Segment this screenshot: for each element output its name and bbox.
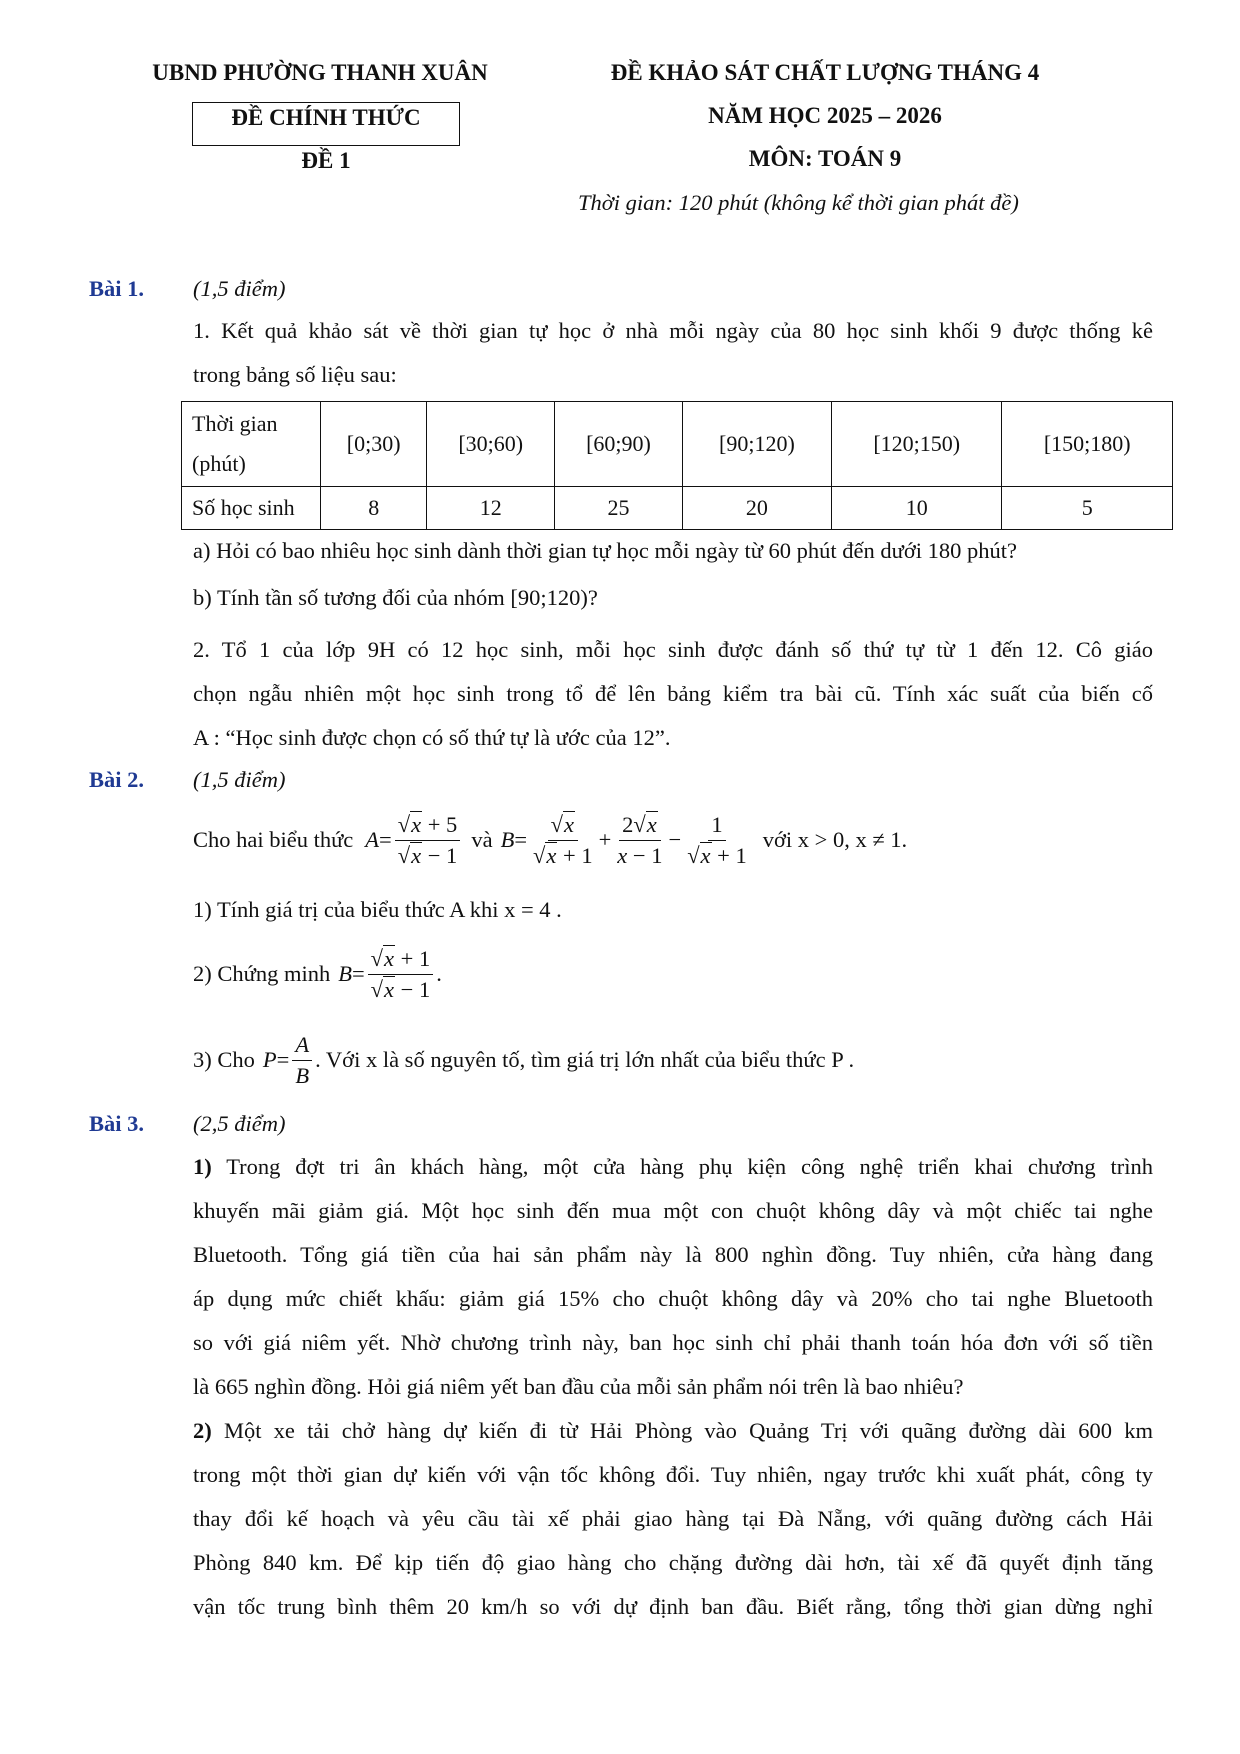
- time-unit: (phút): [192, 451, 246, 476]
- bai3-part1: [193, 1145, 1153, 1409]
- bai2-intro: Cho hai biểu thức: [193, 827, 354, 853]
- expression-a: $\frac{√x + 5}{√x - 1}$: [395, 812, 461, 869]
- expression-b-term3: $\frac{1}{√x + 1}$: [687, 812, 747, 868]
- bai3-part1-line: so với giá niêm yết. Nhờ chương trình này, ban học sinh chỉ phải thanh toán hóa đơn với số tiền: [193, 1330, 1153, 1355]
- bai3-part1-line: 1) Trong đợt tri ân khách hàng, một cửa hàng phụ kiện công nghệ triển khai chương trình: [193, 1154, 1153, 1179]
- interval-cell: [60;90): [555, 402, 683, 487]
- bai1-question-b: b) Tính tần số tương đối của nhóm [90;120)?: [193, 585, 598, 610]
- count-cell: 10: [831, 487, 1001, 530]
- interval-cell: [0;30): [321, 402, 427, 487]
- interval-cell: [30;60): [427, 402, 555, 487]
- bai2-question-3: 3) Cho P = $\frac{A}{B}$ . Với x là số nguyên tố, tìm giá trị lớn nhất của biểu thức P .: [193, 1032, 855, 1088]
- count-cell: 20: [682, 487, 831, 530]
- table-row: [182, 487, 1173, 530]
- bai1-part1-line: 1. Kết quả khảo sát về thời gian tự học ở nhà mỗi ngày của 80 học sinh khối 9 được thống kê: [193, 318, 1153, 343]
- expression-p: $\frac{A}{B}$: [292, 1032, 312, 1089]
- interval-cell: [120;150): [831, 402, 1001, 487]
- bai2-question-2: 2) Chứng minh B = $\frac{√x + 1}{√x - 1}$ .: [193, 946, 442, 1002]
- and-word: và: [471, 827, 493, 853]
- condition: với x > 0, x ≠ 1.: [762, 827, 908, 853]
- bai3-part2-line: thay đổi kế hoạch và yêu cầu tài xế phải giao hàng tại Đà Nẵng, với quãng đường cách Hải: [193, 1506, 1153, 1531]
- count-cell: 8: [321, 487, 427, 530]
- table-header-cell: Số học sinh: [182, 487, 321, 530]
- official-label: ĐỀ CHÍNH THỨC: [231, 105, 421, 130]
- bai1-part2-line: 2. Tổ 1 của lớp 9H có 12 học sinh, mỗi học sinh được đánh số thứ tự từ 1 đến 12. Cô giáo: [193, 637, 1153, 662]
- bai1-label: Bài 1.: [89, 276, 145, 301]
- time-note: Thời gian: 120 phút (không kể thời gian phát đề): [578, 190, 1019, 215]
- expression-b-term2: $\frac{2√x}{x - 1}$: [617, 812, 663, 868]
- time-label: Thời gian: [192, 411, 278, 436]
- bai3-part2-line: trong một thời gian dự kiến với vận tốc không đổi. Tuy nhiên, ngay trước khi xuất phát, công ty: [193, 1462, 1153, 1487]
- bai3-part1-line: áp dụng mức chiết khấu: giảm giá 15% cho chuột không dây và 20% cho tai nghe Bluetooth: [193, 1286, 1153, 1311]
- table-header-cell: [182, 402, 321, 487]
- bai3-part1-line: khuyến mãi giảm giá. Một học sinh đến mua một con chuột không dây và một chiếc tai nghe: [193, 1198, 1153, 1223]
- bai1-part2-line: A : “Học sinh được chọn có số thứ tự là ước của 12”.: [193, 725, 671, 750]
- bai3-part2-line: Phòng 840 km. Để kịp tiến độ giao hàng cho chặng đường dài hơn, tài xế đã quyết định tăng: [193, 1550, 1153, 1575]
- bai3-part1-line: là 665 nghìn đồng. Hỏi giá niêm yết ban đầu của mỗi sản phẩm nói trên là bao nhiêu?: [193, 1374, 964, 1399]
- bai3-part2: [193, 1409, 1153, 1629]
- school-name: UBND PHƯỜNG THANH XUÂN: [152, 60, 488, 85]
- bai1-points: (1,5 điểm): [193, 276, 286, 301]
- count-cell: 12: [427, 487, 555, 530]
- bai3-part2-line: 2) Một xe tải chở hàng dự kiến đi từ Hải Phòng vào Quảng Trị với quãng đường dài 600 km: [193, 1418, 1153, 1443]
- subject: MÔN: TOÁN 9: [748, 146, 902, 171]
- bai3-part2-line: vận tốc trung bình thêm 20 km/h so với dự định ban đầu. Biết rằng, tổng thời gian dừng nghỉ: [193, 1594, 1153, 1619]
- statistics-table: [181, 401, 1173, 530]
- count-cell: 5: [1002, 487, 1173, 530]
- expression-b-term1: $\frac{√x}{√x + 1}$: [533, 812, 593, 868]
- bai2-q3-rest: . Với x là số nguyên tố, tìm giá trị lớn nhất của biểu thức P .: [315, 1047, 855, 1073]
- interval-cell: [90;120): [682, 402, 831, 487]
- bai2-label: Bài 2.: [89, 767, 145, 792]
- bai1-question-a: a) Hỏi có bao nhiêu học sinh dành thời gian tự học mỗi ngày từ 60 phút đến dưới 180 phút?: [193, 538, 1017, 563]
- bai2-q2-text: 2) Chứng minh: [193, 961, 331, 987]
- bai3-part1-line: Bluetooth. Tổng giá tiền của hai sản phẩm này là 800 nghìn đồng. Tuy nhiên, cửa hàng đang: [193, 1242, 1153, 1267]
- exam-code: ĐỀ 1: [301, 148, 351, 173]
- bai2-q3-text: 3) Cho: [193, 1047, 255, 1073]
- school-year: NĂM HỌC 2025 – 2026: [708, 103, 942, 128]
- bai2-expressions: Cho hai biểu thức A = $\frac{√x + 5}{√x - 1}$ và B = $\frac{√x}{√x + 1}$ + $\frac{2√x}{x - 1}$ − $\frac{1}{√x + 1}$ với x > 0, x ≠ 1.: [193, 812, 908, 868]
- interval-cell: [150;180): [1002, 402, 1173, 487]
- bai2-question-1: 1) Tính giá trị của biểu thức A khi x = 4 .: [193, 897, 562, 922]
- bai3-points: (2,5 điểm): [193, 1111, 286, 1136]
- bai2-points: (1,5 điểm): [193, 767, 286, 792]
- count-cell: 25: [555, 487, 683, 530]
- bai1-part1-line: trong bảng số liệu sau:: [193, 362, 397, 387]
- bai1-part1: [193, 309, 1153, 397]
- bai1-part2: [193, 628, 1153, 760]
- exam-title: ĐỀ KHẢO SÁT CHẤT LƯỢNG THÁNG 4: [610, 60, 1040, 85]
- bai3-label: Bài 3.: [89, 1111, 145, 1136]
- bai1-part2-line: chọn ngẫu nhiên một học sinh trong tổ để lên bảng kiểm tra bài cũ. Tính xác suất của biến cố: [193, 681, 1153, 706]
- table-row: [182, 402, 1173, 487]
- expression-b-simplified: $\frac{√x + 1}{√x - 1}$: [368, 946, 434, 1003]
